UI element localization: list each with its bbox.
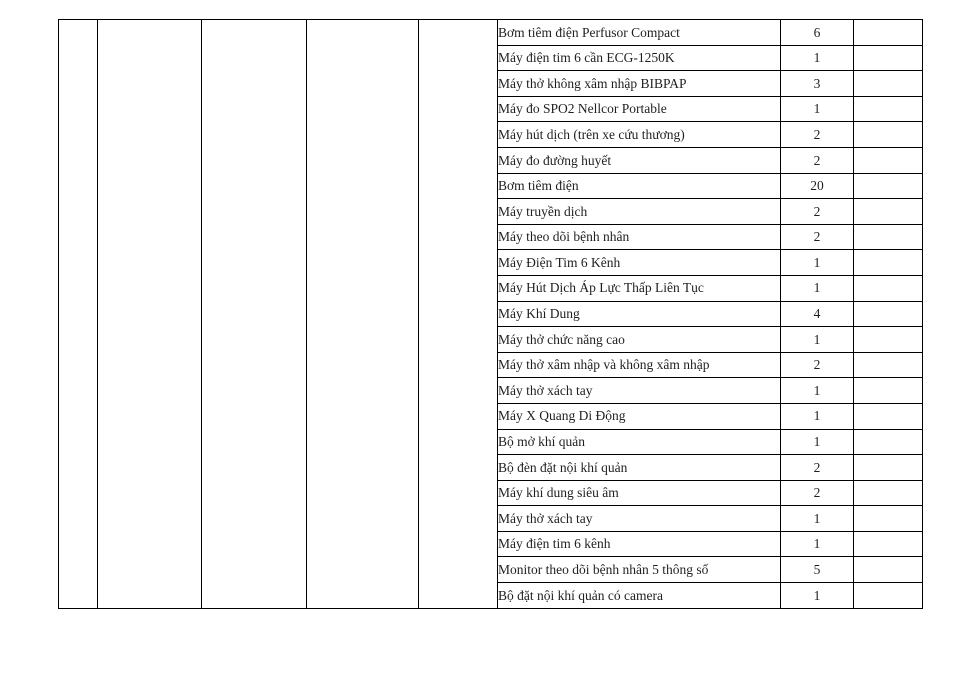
note-cell [854, 122, 923, 148]
equipment-name-cell: Monitor theo dõi bệnh nhân 5 thông số [498, 557, 781, 583]
equipment-name-cell: Máy điện tim 6 kênh [498, 531, 781, 557]
quantity-cell: 1 [781, 403, 854, 429]
quantity-cell: 1 [781, 250, 854, 276]
quantity-cell: 6 [781, 20, 854, 46]
window-border-left [0, 0, 2, 679]
note-cell [854, 403, 923, 429]
quantity-cell: 1 [781, 531, 854, 557]
equipment-name-cell: Máy thở xách tay [498, 378, 781, 404]
quantity-cell: 3 [781, 71, 854, 97]
equipment-name-cell: Máy X Quang Di Động [498, 403, 781, 429]
equipment-name-cell: Máy Hút Dịch Áp Lực Thấp Liên Tục [498, 275, 781, 301]
note-cell [854, 173, 923, 199]
equipment-name-cell: Máy thở xách tay [498, 506, 781, 532]
equipment-name-cell: Bộ mở khí quản [498, 429, 781, 455]
equipment-name-cell: Máy thở chức năng cao [498, 327, 781, 353]
note-cell [854, 531, 923, 557]
quantity-cell: 1 [781, 583, 854, 609]
equipment-name-cell: Máy khí dung siêu âm [498, 480, 781, 506]
quantity-cell: 5 [781, 557, 854, 583]
quantity-cell: 2 [781, 352, 854, 378]
note-cell [854, 20, 923, 46]
quantity-cell: 1 [781, 506, 854, 532]
table-row [59, 20, 923, 46]
note-cell [854, 557, 923, 583]
note-cell [854, 480, 923, 506]
equipment-name-cell: Máy thở xâm nhập và không xâm nhập [498, 352, 781, 378]
equipment-name-cell: Máy truyền dịch [498, 199, 781, 225]
equipment-name-cell: Máy đo đường huyết [498, 147, 781, 173]
quantity-cell: 2 [781, 122, 854, 148]
equipment-name-cell: Máy điện tim 6 cần ECG-1250K [498, 45, 781, 71]
quantity-cell: 20 [781, 173, 854, 199]
equipment-name-cell: Máy Khí Dung [498, 301, 781, 327]
note-cell [854, 506, 923, 532]
window-border-right [951, 0, 956, 679]
equipment-name-cell: Máy Điện Tim 6 Kênh [498, 250, 781, 276]
equipment-name-cell: Bơm tiêm điện Perfusor Compact [498, 20, 781, 46]
quantity-cell: 1 [781, 378, 854, 404]
empty-column-cell [202, 20, 307, 609]
window-border-top [0, 0, 956, 5]
equipment-name-cell: Bơm tiêm điện [498, 173, 781, 199]
note-cell [854, 71, 923, 97]
note-cell [854, 301, 923, 327]
equipment-name-cell: Bộ đèn đặt nội khí quản [498, 455, 781, 481]
note-cell [854, 147, 923, 173]
quantity-cell: 1 [781, 429, 854, 455]
equipment-name-cell: Máy thở không xâm nhập BIBPAP [498, 71, 781, 97]
note-cell [854, 199, 923, 225]
equipment-table-body [59, 20, 923, 609]
empty-column-cell [98, 20, 202, 609]
note-cell [854, 45, 923, 71]
empty-column-cell [307, 20, 419, 609]
equipment-table [58, 19, 923, 609]
note-cell [854, 378, 923, 404]
note-cell [854, 327, 923, 353]
note-cell [854, 429, 923, 455]
quantity-cell: 2 [781, 224, 854, 250]
quantity-cell: 2 [781, 199, 854, 225]
equipment-name-cell: Bộ đặt nội khí quản có camera [498, 583, 781, 609]
quantity-cell: 1 [781, 327, 854, 353]
quantity-cell: 2 [781, 455, 854, 481]
empty-column-cell [59, 20, 98, 609]
equipment-name-cell: Máy hút dịch (trên xe cứu thương) [498, 122, 781, 148]
note-cell [854, 275, 923, 301]
note-cell [854, 583, 923, 609]
window-border-bottom-shadow [0, 674, 956, 679]
quantity-cell: 2 [781, 147, 854, 173]
note-cell [854, 96, 923, 122]
note-cell [854, 224, 923, 250]
quantity-cell: 1 [781, 96, 854, 122]
quantity-cell: 2 [781, 480, 854, 506]
empty-column-cell [419, 20, 498, 609]
note-cell [854, 455, 923, 481]
quantity-cell: 1 [781, 45, 854, 71]
note-cell [854, 250, 923, 276]
equipment-name-cell: Máy đo SPO2 Nellcor Portable [498, 96, 781, 122]
quantity-cell: 4 [781, 301, 854, 327]
quantity-cell: 1 [781, 275, 854, 301]
equipment-name-cell: Máy theo dõi bệnh nhân [498, 224, 781, 250]
note-cell [854, 352, 923, 378]
